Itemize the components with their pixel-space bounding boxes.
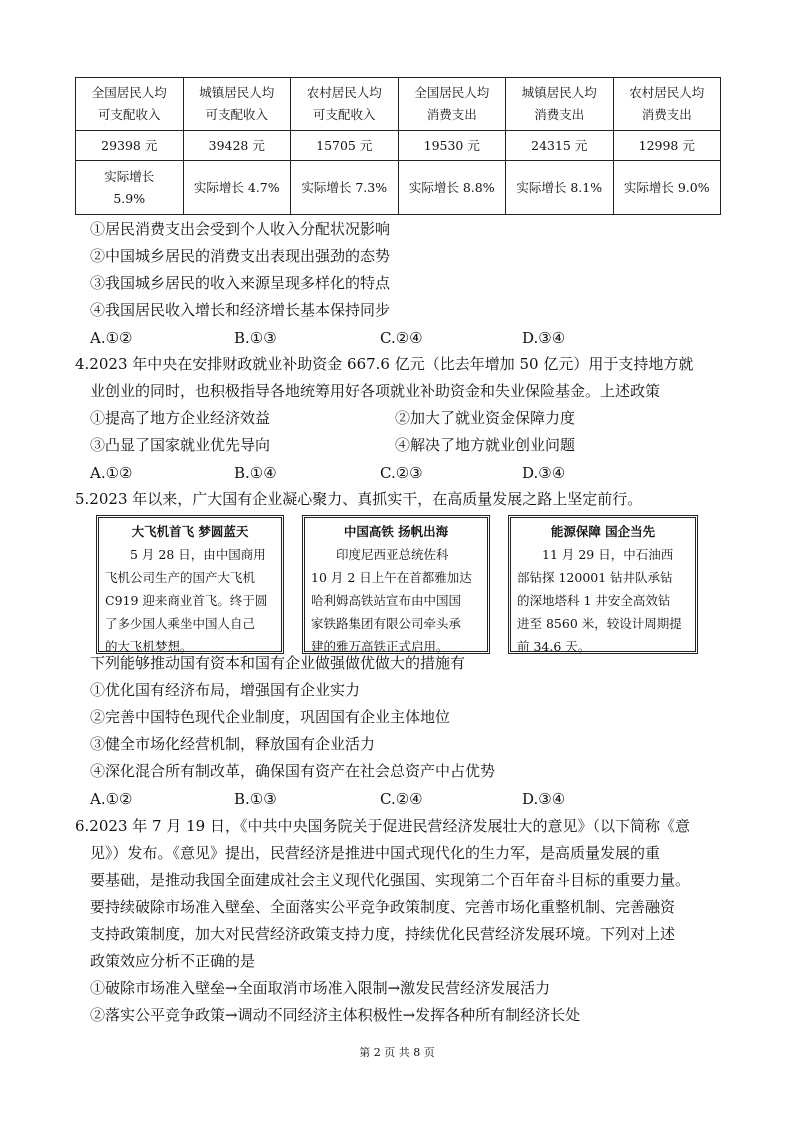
news-box-text: 11 月 29 日，中石油西 — [542, 547, 674, 562]
news-box-text: 印度尼西亚总统佐科 — [336, 547, 449, 562]
q6-stem: 政策效应分析不正确的是 — [90, 952, 256, 970]
q3-item: ④我国居民收入增长和经济增长基本保持同步 — [90, 301, 391, 319]
news-box-text: 的深地塔科 1 井安全高效钻 — [517, 593, 671, 608]
q3-option-c[interactable]: C.②④ — [380, 329, 423, 347]
table-cell: 实际增长 7.3% — [291, 161, 399, 215]
table-row-values — [76, 131, 721, 161]
news-box-text: C919 迎来商业首飞。终于圆 — [105, 593, 268, 608]
table-header-cell: 农村居民人均 消费支出 — [613, 78, 721, 131]
q3-option-b[interactable]: B.①③ — [234, 329, 277, 347]
q6-item: ①破除市场准入壁垒→全面取消市场准入限制→激发民营经济发展活力 — [90, 979, 551, 997]
q5-item: ③健全市场化经营机制，释放国有企业活力 — [90, 735, 376, 753]
table-cell: 15705 元 — [291, 131, 399, 161]
news-box-title: 能源保障 国企当先 — [550, 524, 656, 539]
q4-stem: 业创业的同时，也积极指导各地统筹用好各项就业补助资金和失业保险基金。上述政策 — [90, 382, 661, 400]
news-box-railway — [302, 515, 490, 654]
news-box-text: 家铁路集团有限公司牵头承 — [311, 616, 462, 631]
q4-option-a[interactable]: A.①② — [90, 464, 133, 482]
q6-item: ②落实公平竞争政策→调动不同经济主体积极性→发挥各种所有制经济长处 — [90, 1006, 581, 1024]
q5-option-a[interactable]: A.①② — [90, 790, 133, 808]
table-header-cell: 城镇居民人均 可支配收入 — [183, 78, 291, 131]
news-box-title: 中国高铁 扬帆出海 — [343, 524, 449, 539]
table-header-cell: 城镇居民人均 消费支出 — [506, 78, 614, 131]
table-header-cell: 全国居民人均 消费支出 — [398, 78, 506, 131]
table-header-row — [76, 78, 721, 131]
q4-option-b[interactable]: B.①④ — [234, 464, 277, 482]
news-box-text: 哈利姆高铁站宣布由中国国 — [311, 593, 462, 608]
table-header-cell: 农村居民人均 可支配收入 — [291, 78, 399, 131]
news-box-text: 进至 8560 米，较设计周期提 — [517, 616, 682, 631]
table-cell: 实际增长 5.9% — [76, 161, 184, 215]
q5-option-d[interactable]: D.③④ — [522, 790, 566, 808]
q4-option-c[interactable]: C.②③ — [380, 464, 423, 482]
table-header-cell: 全国居民人均 可支配收入 — [76, 78, 184, 131]
table-cell: 24315 元 — [506, 131, 614, 161]
news-box-text: 部钻探 120001 钻井队承钻 — [517, 570, 673, 585]
news-box-text: 飞机公司生产的国产大飞机 — [105, 570, 256, 585]
q5-question: 下列能够推动国有资本和国有企业做强做优做大的措施有 — [90, 654, 466, 672]
q5-item: ②完善中国特色现代企业制度，巩固国有企业主体地位 — [90, 708, 451, 726]
news-box-text: 前 34.6 天。 — [517, 639, 591, 654]
news-box-aircraft — [96, 515, 284, 654]
table-cell: 实际增长 8.1% — [506, 161, 614, 215]
q4-item: ②加大了就业资金保障力度 — [395, 409, 576, 427]
q3-item: ①居民消费支出会受到个人收入分配状况影响 — [90, 220, 391, 238]
news-box-title: 大飞机首飞 梦圆蓝天 — [131, 524, 249, 539]
statistics-table — [75, 77, 721, 215]
q5-item: ①优化国有经济布局，增强国有企业实力 — [90, 681, 361, 699]
q6-stem: 6.2023 年 7 月 19 日，《中共中央国务院关于促进民营经济发展壮大的意见》（以下简称《意 — [75, 817, 690, 835]
q3-option-d[interactable]: D.③④ — [522, 329, 566, 347]
table-row-growth — [76, 161, 721, 215]
table-cell: 39428 元 — [183, 131, 291, 161]
q4-item: ④解决了地方就业创业问题 — [395, 436, 576, 454]
q6-stem: 见》）发布。《意见》提出，民营经济是推进中国式现代化的生力军，是高质量发展的重 — [90, 844, 661, 862]
q5-option-c[interactable]: C.②④ — [380, 790, 423, 808]
q4-item: ③凸显了国家就业优先导向 — [90, 436, 271, 454]
q3-item: ②中国城乡居民的消费支出表现出强劲的态势 — [90, 247, 391, 265]
news-box-energy — [508, 515, 698, 654]
q6-stem: 要持续破除市场准入壁垒、全面落实公平竞争政策制度、完善市场化重整机制、完善融资 — [90, 898, 676, 916]
page-footer: 第 2 页 共 8 页 — [359, 1046, 435, 1059]
table-cell: 19530 元 — [398, 131, 506, 161]
news-box-text: 了多少国人乘坐中国人自己 — [105, 616, 256, 631]
table-cell: 12998 元 — [613, 131, 721, 161]
news-box-text: 5 月 28 日，由中国商用 — [130, 547, 266, 562]
table-cell: 实际增长 4.7% — [183, 161, 291, 215]
q5-item: ④深化混合所有制改革，确保国有资产在社会总资产中占优势 — [90, 762, 496, 780]
q5-option-b[interactable]: B.①③ — [234, 790, 277, 808]
q6-stem: 要基础，是推动我国全面建成社会主义现代化强国、实现第二个百年奋斗目标的重要力量。 — [90, 871, 691, 889]
q6-stem: 支持政策制度，加大对民营经济政策支持力度，持续优化民营经济发展环境。下列对上述 — [90, 925, 676, 943]
news-box-text: 10 月 2 日上午在首都雅加达 — [311, 570, 472, 585]
q4-stem: 4.2023 年中央在安排财政就业补助资金 667.6 亿元（比去年增加 50 亿元）用于支持地方就 — [75, 355, 694, 373]
table-cell: 29398 元 — [76, 131, 184, 161]
q5-stem: 5.2023 年以来，广大国有企业凝心聚力、真抓实干，在高质量发展之路上坚定前行。 — [75, 490, 643, 508]
news-box-text: 建的雅万高铁正式启用。 — [311, 639, 449, 654]
q4-option-d[interactable]: D.③④ — [522, 464, 566, 482]
news-box-text: 的大飞机梦想。 — [105, 639, 193, 654]
table-cell: 实际增长 9.0% — [613, 161, 721, 215]
q3-item: ③我国城乡居民的收入来源呈现多样化的特点 — [90, 274, 391, 292]
table-cell: 实际增长 8.8% — [398, 161, 506, 215]
q3-option-a[interactable]: A.①② — [90, 329, 133, 347]
q4-item: ①提高了地方企业经济效益 — [90, 409, 271, 427]
